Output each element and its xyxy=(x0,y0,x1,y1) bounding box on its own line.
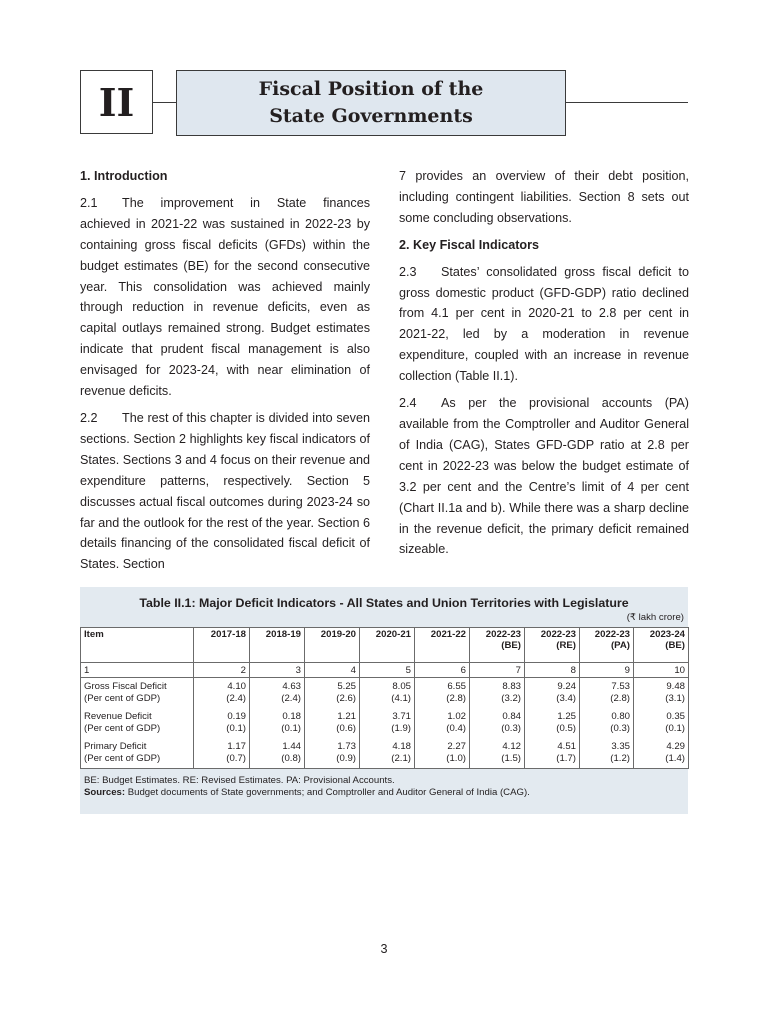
table-cell: 2.27 (1.0) xyxy=(415,738,470,769)
sources-label: Sources: xyxy=(84,787,126,798)
column-number: 1 xyxy=(81,663,194,678)
paragraph-text: States’ consolidated gross fiscal deficit to gross domestic product (GFD-GDP) ratio declined from 4.1 per cent in 2020-21 to 2.8 per cent in 2021-22, led by a moderation in revenue expenditure, coupled with an increase in revenue collection (Table II.1). xyxy=(399,264,689,384)
deficit-table xyxy=(80,627,689,769)
table-cell: 9.48 (3.1) xyxy=(634,678,689,709)
column-header: Item xyxy=(81,628,194,663)
paragraph-text: The rest of this chapter is divided into seven sections. Section 2 highlights key fiscal indicators of States. Sections 3 and 4 focus on their revenue and expenditure patterns, respectively. Section 5 discusses actual fiscal outcomes during 2023-24 so far and the outlook for the rest of the year. Section 6 details financing of the consolidated fiscal deficit of States. Section xyxy=(80,410,370,572)
paragraph-2-2 xyxy=(80,408,370,575)
table-cell: 4.63 (2.4) xyxy=(250,678,305,709)
paragraph-number: 2.3 xyxy=(399,264,417,279)
header-rule-right xyxy=(566,102,688,103)
column-number: 10 xyxy=(634,663,689,678)
table-cell: 1.25 (0.5) xyxy=(525,708,580,738)
chapter-title-line1: Fiscal Position of the xyxy=(258,78,484,100)
column-header: 2022-23 (RE) xyxy=(525,628,580,663)
table-cell: 3.35 (1.2) xyxy=(580,738,634,769)
right-column xyxy=(399,166,689,566)
table-cell: 1.21 (0.6) xyxy=(305,708,360,738)
column-number: 2 xyxy=(194,663,250,678)
table-unit: (₹ lakh crore) xyxy=(626,612,684,623)
table-cell: 0.35 (0.1) xyxy=(634,708,689,738)
paragraph-2-4 xyxy=(399,393,689,560)
table-sources xyxy=(84,787,684,799)
column-header: 2020-21 xyxy=(360,628,415,663)
paragraph-number: 2.4 xyxy=(399,396,417,411)
paragraph-number: 2.2 xyxy=(80,410,98,425)
paragraph-text: As per the provisional accounts (PA) available from the Comptroller and Auditor General of India (CAG), States GFD-GDP ratio at 2.8 per cent in 2022-23 was below the budget estimate of 3.2 per cent and the Centre’s limit of 4 per cent (Chart II.1a and b). While there was a sharp decline in the revenue deficit, the primary deficit remained sizeable. xyxy=(399,396,689,557)
chapter-number-box xyxy=(80,70,153,134)
table-abbreviation-note: BE: Budget Estimates. RE: Revised Estimates. PA: Provisional Accounts. xyxy=(84,775,395,786)
deficit-table-panel xyxy=(80,587,688,814)
table-cell: 4.10 (2.4) xyxy=(194,678,250,709)
table-cell: 0.19 (0.1) xyxy=(194,708,250,738)
table-cell: 1.02 (0.4) xyxy=(415,708,470,738)
paragraph-2-1 xyxy=(80,193,370,402)
table-cell: 4.12 (1.5) xyxy=(470,738,525,769)
chapter-title-line2: State Governments xyxy=(269,105,473,127)
table-cell: 1.73 (0.9) xyxy=(305,738,360,769)
section-heading-key-fiscal-indicators: 2. Key Fiscal Indicators xyxy=(399,237,539,252)
table-cell: 5.25 (2.6) xyxy=(305,678,360,709)
paragraph-2-3 xyxy=(399,262,689,387)
left-column xyxy=(80,166,370,581)
table-cell: 8.83 (3.2) xyxy=(470,678,525,709)
column-header: 2019-20 xyxy=(305,628,360,663)
column-number: 6 xyxy=(415,663,470,678)
column-number: 5 xyxy=(360,663,415,678)
column-number: 4 xyxy=(305,663,360,678)
column-number-row xyxy=(81,663,689,678)
column-header: 2023-24 (BE) xyxy=(634,628,689,663)
table-row-primary-deficit xyxy=(81,738,689,769)
column-number: 7 xyxy=(470,663,525,678)
table-cell: 1.44 (0.8) xyxy=(250,738,305,769)
table-header-row xyxy=(81,628,689,663)
column-number: 3 xyxy=(250,663,305,678)
table-row-gross-fiscal-deficit xyxy=(81,678,689,709)
column-header: 2018-19 xyxy=(250,628,305,663)
column-number: 8 xyxy=(525,663,580,678)
table-cell: 4.29 (1.4) xyxy=(634,738,689,769)
page-number: 3 xyxy=(380,942,388,956)
table-cell: 6.55 (2.8) xyxy=(415,678,470,709)
table-title: Table II.1: Major Deficit Indicators - All States and Union Territories with Legislature xyxy=(139,596,629,610)
table-row-revenue-deficit xyxy=(81,708,689,738)
paragraph-text: The improvement in State finances achieved in 2021-22 was sustained in 2022-23 by containing gross fiscal deficits (GFDs) within the budget estimates (BE) for the second consecutive year. This consolidation was achieved mainly through reduction in revenue deficits, even as capital outlays remained strong. Budget estimates indicate that prudent fiscal management is also envisaged for 2023-24, with near elimination of revenue deficits. xyxy=(80,195,370,399)
sources-text: Budget documents of State governments; and Comptroller and Auditor General of India (CAG). xyxy=(125,787,530,798)
chapter-title-box xyxy=(176,70,566,136)
table-cell: 0.18 (0.1) xyxy=(250,708,305,738)
row-label: Gross Fiscal Deficit (Per cent of GDP) xyxy=(81,678,194,709)
table-cell: 0.84 (0.3) xyxy=(470,708,525,738)
row-label: Revenue Deficit (Per cent of GDP) xyxy=(81,708,194,738)
table-cell: 9.24 (3.4) xyxy=(525,678,580,709)
paragraph-number: 2.1 xyxy=(80,195,98,210)
section-heading-introduction: 1. Introduction xyxy=(80,169,168,183)
table-cell: 3.71 (1.9) xyxy=(360,708,415,738)
table-cell: 7.53 (2.8) xyxy=(580,678,634,709)
chapter-number: II xyxy=(98,79,135,125)
column-header: 2022-23 (PA) xyxy=(580,628,634,663)
table-cell: 1.17 (0.7) xyxy=(194,738,250,769)
column-number: 9 xyxy=(580,663,634,678)
table-cell: 0.80 (0.3) xyxy=(580,708,634,738)
table-cell: 4.18 (2.1) xyxy=(360,738,415,769)
table-notes xyxy=(84,775,684,799)
table-cell: 8.05 (4.1) xyxy=(360,678,415,709)
paragraph-2-2-continued: 7 provides an overview of their debt position, including contingent liabilities. Section 8 sets out some concluding observations. xyxy=(399,169,689,225)
column-header: 2022-23 (BE) xyxy=(470,628,525,663)
column-header: 2021-22 xyxy=(415,628,470,663)
header-connector-left xyxy=(153,102,177,103)
row-label: Primary Deficit (Per cent of GDP) xyxy=(81,738,194,769)
table-cell: 4.51 (1.7) xyxy=(525,738,580,769)
column-header: 2017-18 xyxy=(194,628,250,663)
